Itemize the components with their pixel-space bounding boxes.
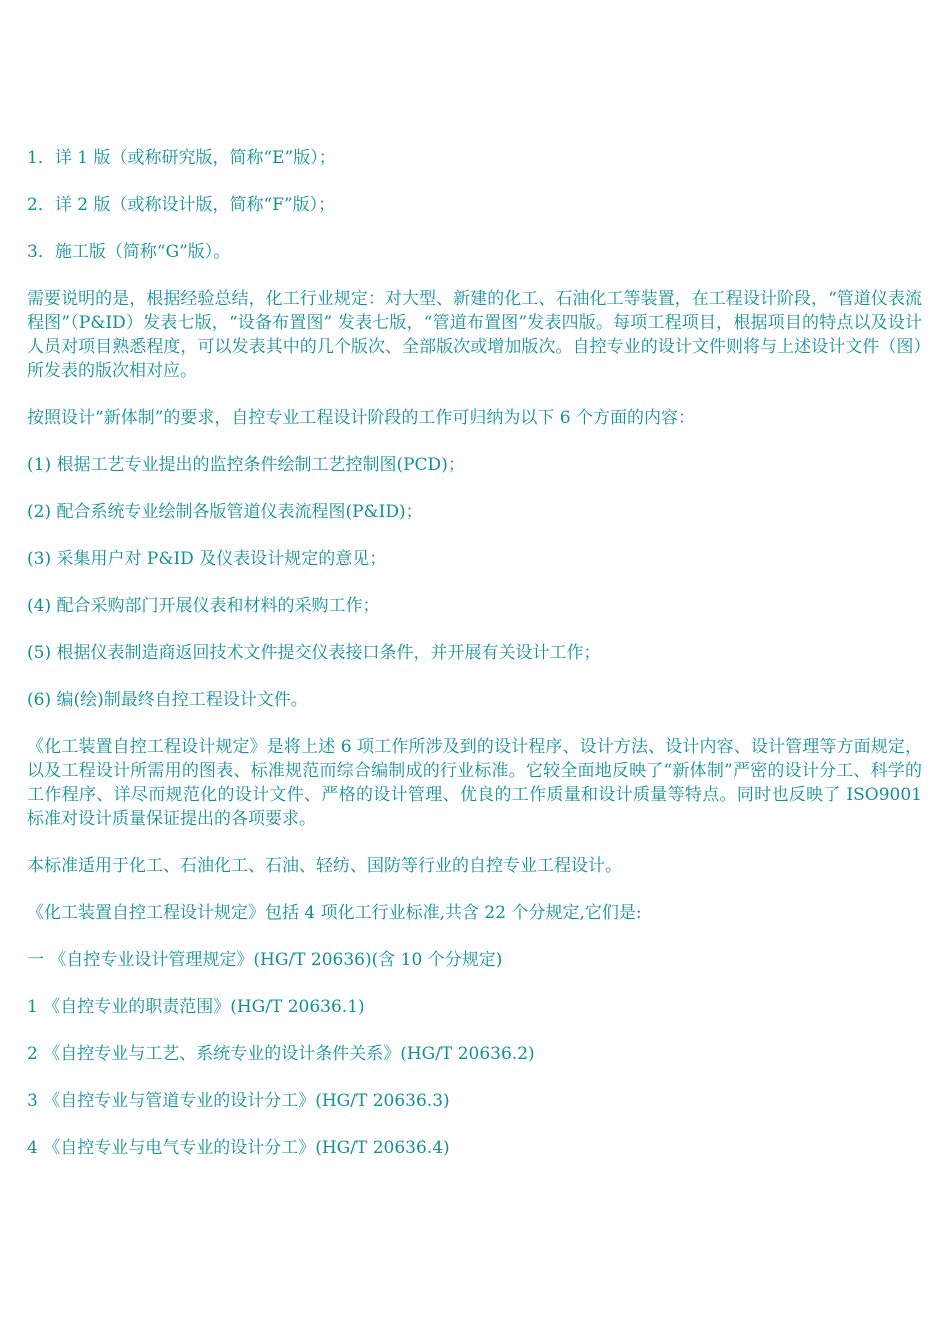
list-item-work-5: (5) 根据仪表制造商返回技术文件提交仪表接口条件，并开展有关设计工作； (27, 643, 601, 663)
list-item-work-6: (6) 编(绘)制最终自控工程设计文件。 (27, 690, 308, 710)
list-item-work-2: (2) 配合系统专业绘制各版管道仪表流程图(P&ID)； (27, 502, 423, 522)
list-item-work-4: (4) 配合采购部门开展仪表和材料的采购工作； (27, 596, 380, 616)
paragraph-version-notes: 需要说明的是，根据经验总结，化工行业规定：对大型、新建的化工、石油化工等装置，在工程设计阶段，“管道仪表流程图”（P&ID）发表七版，“设备布置图” 发表七版，“管道布置图”发表四版。每项工程项目，根据项目的特点以及设计人员对项目熟悉程度，可以发表其中的几个版次、全部版次或增加版次。自控专业的设计文件则将与上述设计文件（图）所发表的版次相对应。 (27, 289, 922, 381)
list-item-sub-2: 2 《自控专业与工艺、系统专业的设计条件关系》(HG/T 20636.2) (27, 1044, 535, 1064)
paragraph-standard-description: 《化工装置自控工程设计规定》是将上述 6 项工作所涉及到的设计程序、设计方法、设计内容、设计管理等方面规定，以及工程设计所需用的图表、标准规范而综合编制成的行业标准。它较全面地反映了“新体制”严密的设计分工、科学的工作程序、详尽而规范化的设计文件、严格的设计管理、优良的工作质量和设计质量等特点。同时也反映了 ISO9001 标准对设计质量保证提出的各项要求。 (27, 737, 922, 829)
list-item-version-f: 2．详 2 版（或称设计版，简称“F”版）； (27, 195, 336, 215)
paragraph-scope: 本标准适用于化工、石油化工、石油、轻纺、国防等行业的自控专业工程设计。 (27, 856, 622, 876)
paragraph-standards-intro: 《化工装置自控工程设计规定》包括 4 项化工行业标准,共含 22 个分规定,它们是: (27, 903, 642, 923)
list-item-version-e: 1．详 1 版（或称研究版，简称“E”版）； (27, 148, 336, 168)
list-item-sub-4: 4 《自控专业与电气专业的设计分工》(HG/T 20636.4) (27, 1138, 450, 1158)
paragraph-work-intro: 按照设计“新体制”的要求，自控专业工程设计阶段的工作可归纳为以下 6 个方面的内容： (27, 408, 696, 428)
list-item-sub-1: 1 《自控专业的职责范围》(HG/T 20636.1) (27, 997, 365, 1017)
list-item-version-g: 3．施工版（简称“G”版）。 (27, 242, 231, 262)
list-item-standard-1: 一 《自控专业设计管理规定》(HG/T 20636)(含 10 个分规定) (27, 950, 503, 970)
list-item-work-1: (1) 根据工艺专业提出的监控条件绘制工艺控制图(PCD)； (27, 455, 465, 475)
list-item-work-3: (3) 采集用户对 P&ID 及仪表设计规定的意见； (27, 549, 387, 569)
list-item-sub-3: 3 《自控专业与管道专业的设计分工》(HG/T 20636.3) (27, 1091, 450, 1111)
document-body (27, 146, 922, 1183)
